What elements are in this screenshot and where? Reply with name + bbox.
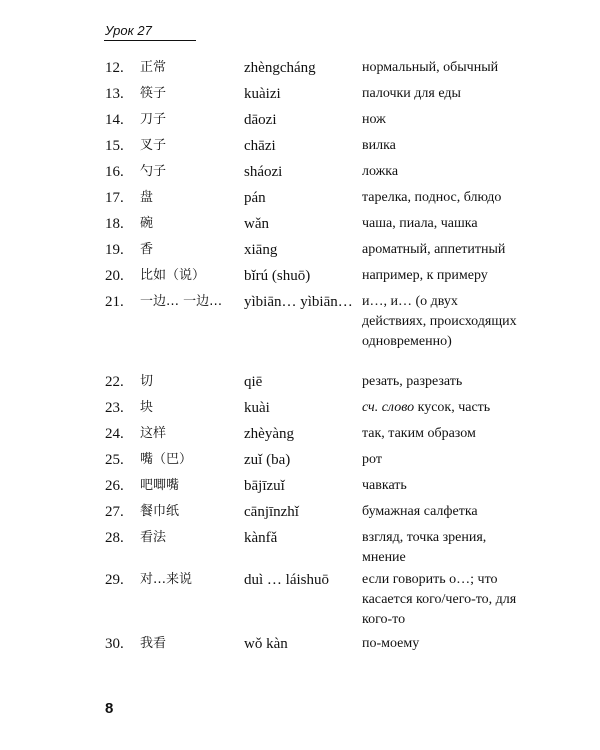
entry-number: 22. <box>105 374 124 390</box>
header-underline <box>104 40 196 41</box>
entry-translation: бумажная салфетка <box>362 504 478 519</box>
entry-number: 25. <box>105 452 124 468</box>
entry-translation: ароматный, аппетитный <box>362 242 506 257</box>
entry-number: 18. <box>105 216 124 232</box>
lesson-header: Урок 27 <box>105 23 152 38</box>
entry-pinyin: chāzi <box>244 138 276 154</box>
entry-hanzi: 刀子 <box>140 112 167 127</box>
entry-translation: взгляд, точка зрения, мнение <box>362 530 487 565</box>
entry-translation: чаша, пиала, чашка <box>362 216 478 231</box>
entry-number: 13. <box>105 86 124 102</box>
entry-translation: тарелка, поднос, блюдо <box>362 190 502 205</box>
entry-pinyin: kuài <box>244 400 270 416</box>
entry-translation: нож <box>362 112 386 127</box>
entry-translation: вилка <box>362 138 396 153</box>
entry-number: 23. <box>105 400 124 416</box>
entry-number: 20. <box>105 268 124 284</box>
entry-hanzi: 看法 <box>140 530 167 545</box>
entry-pinyin: yìbiān… yìbiān… <box>244 294 353 310</box>
entry-hanzi: 碗 <box>140 216 154 231</box>
entry-pinyin: wǒ kàn <box>244 636 288 652</box>
entry-hanzi: 一边… 一边… <box>140 294 223 309</box>
entry-number: 28. <box>105 530 124 546</box>
entry-number: 26. <box>105 478 124 494</box>
page-number: 8 <box>105 700 114 717</box>
entry-hanzi: 比如（说） <box>140 268 206 283</box>
entry-hanzi: 这样 <box>140 426 167 441</box>
entry-pinyin: cānjīnzhǐ <box>244 504 299 520</box>
entry-grammar-note: сч. слово <box>362 400 415 415</box>
entry-translation: нормальный, обычный <box>362 60 499 75</box>
entry-hanzi: 嘴（巴） <box>140 452 193 467</box>
entry-number: 24. <box>105 426 124 442</box>
entry-number: 19. <box>105 242 124 258</box>
entry-hanzi: 香 <box>140 242 154 257</box>
entry-translation: например, к примеру <box>362 268 488 283</box>
entry-pinyin: bājīzuǐ <box>244 478 285 494</box>
entry-hanzi: 餐巾纸 <box>140 504 180 519</box>
entry-pinyin: bǐrú (shuō) <box>244 268 311 284</box>
entry-number: 21. <box>105 294 124 310</box>
entry-pinyin: duì … láishuō <box>244 572 329 588</box>
entry-translation: по-моему <box>362 636 420 651</box>
entry-pinyin: qiē <box>244 374 263 390</box>
entry-hanzi: 对…来说 <box>140 572 193 587</box>
entry-translation: так, таким образом <box>362 426 476 441</box>
entry-hanzi: 叉子 <box>140 138 167 153</box>
entry-translation: и…, и… (о двух действиях, происходящих одновременно) <box>362 294 517 349</box>
entry-pinyin: kuàizi <box>244 86 281 102</box>
entry-number: 29. <box>105 572 124 588</box>
entry-pinyin: zuǐ (ba) <box>244 452 291 468</box>
entry-translation: чавкать <box>362 478 407 493</box>
entry-hanzi: 筷子 <box>140 86 167 101</box>
entry-hanzi: 吧唧嘴 <box>140 478 180 493</box>
entry-translation: если говорить о…; что касается кого/чего-то, для кого-то <box>362 572 517 627</box>
entry-number: 12. <box>105 60 124 76</box>
entry-translation-text: кусок, часть <box>417 400 491 415</box>
entry-number: 30. <box>105 636 124 652</box>
entry-translation: палочки для еды <box>362 86 461 101</box>
entry-number: 16. <box>105 164 124 180</box>
entry-pinyin: wǎn <box>244 216 269 232</box>
entry-number: 27. <box>105 504 124 520</box>
entry-pinyin: pán <box>244 190 266 206</box>
entry-pinyin: zhèyàng <box>244 426 294 442</box>
entry-hanzi: 勺子 <box>140 164 167 179</box>
entry-hanzi: 盘 <box>140 190 154 205</box>
entry-number: 17. <box>105 190 124 206</box>
entry-hanzi: 正常 <box>140 60 167 75</box>
entry-pinyin: sháozi <box>244 164 283 180</box>
entry-number: 15. <box>105 138 124 154</box>
entry-pinyin: zhèngcháng <box>244 60 316 76</box>
entry-pinyin: dāozi <box>244 112 277 128</box>
entry-pinyin: kànfǎ <box>244 530 278 546</box>
entry-translation <box>362 398 522 418</box>
entry-hanzi: 块 <box>140 400 154 415</box>
entry-hanzi: 我看 <box>140 636 167 651</box>
entry-translation: ложка <box>362 164 399 179</box>
entry-number: 14. <box>105 112 124 128</box>
entry-pinyin: xiāng <box>244 242 278 258</box>
entry-translation: резать, разрезать <box>362 374 463 389</box>
entry-hanzi: 切 <box>140 374 154 389</box>
entry-translation: рот <box>362 452 382 467</box>
